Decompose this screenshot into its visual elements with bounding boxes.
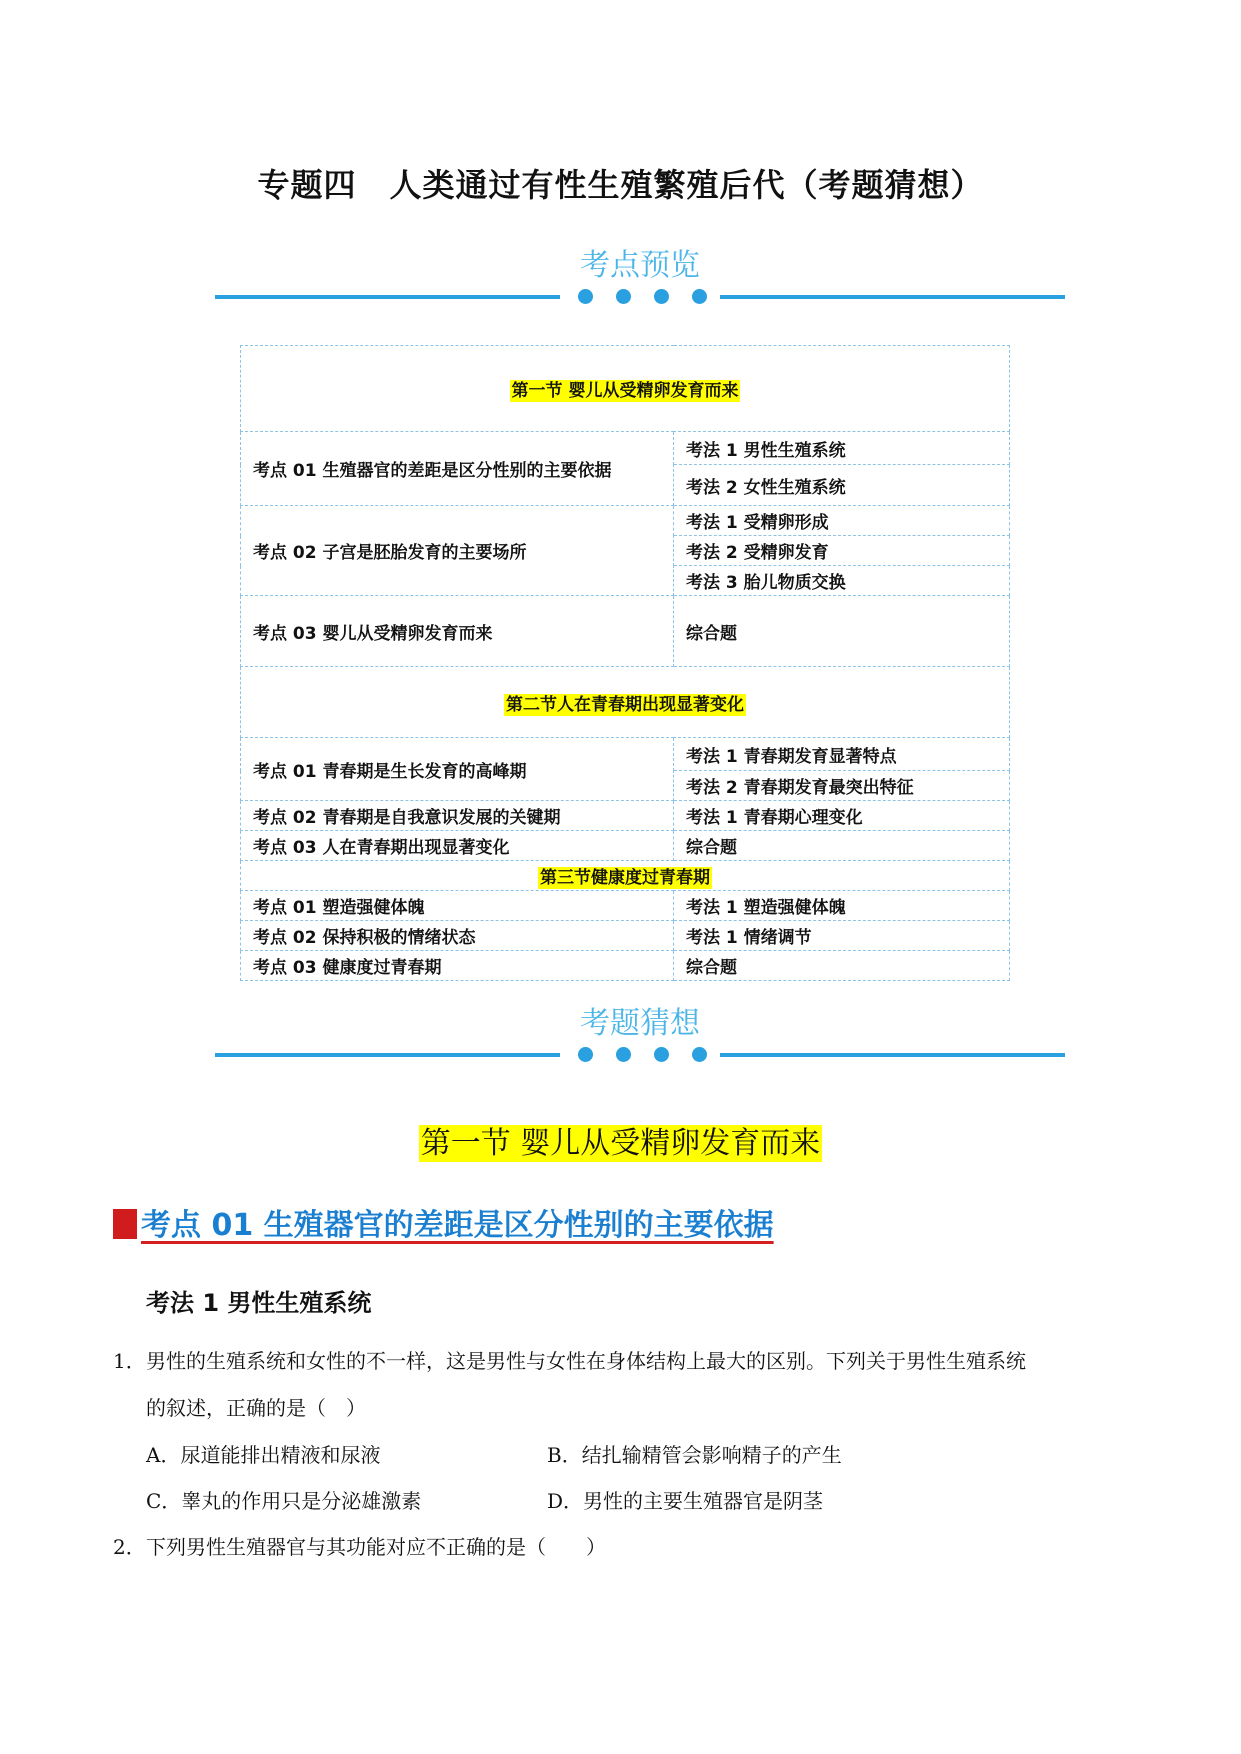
- table-row: [241, 506, 1010, 536]
- question-1-option-a: A．尿道能排出精液和尿液: [146, 1443, 381, 1467]
- overview-table: [240, 345, 1010, 981]
- section-2-heading: 第二节人在青春期出现显著变化: [506, 694, 744, 715]
- kaodian-cell: 考点 01 塑造强健体魄: [241, 891, 674, 921]
- banner-dot: [616, 289, 631, 304]
- banner-dot: [692, 1047, 707, 1062]
- kaofa-cell: 考法 3 胎儿物质交换: [674, 566, 1010, 596]
- kaofa-cell: 综合题: [674, 951, 1010, 981]
- kaofa-cell: 考法 1 受精卵形成: [674, 506, 1010, 536]
- kaofa-cell: 综合题: [674, 596, 1010, 667]
- section-2-cell: [241, 667, 1010, 738]
- banner-dot: [578, 1047, 593, 1062]
- section-1-cell: [241, 346, 1010, 432]
- table-row: [241, 346, 1010, 432]
- kaofa-cell: 考法 1 塑造强健体魄: [674, 891, 1010, 921]
- kaodian-heading: [113, 1200, 774, 1244]
- section-3-heading: 第三节健康度过青春期: [540, 868, 710, 888]
- red-marker-icon: [113, 1209, 137, 1239]
- section-1-heading: 第一节 婴儿从受精卵发育而来: [511, 381, 739, 401]
- table-row: [241, 738, 1010, 771]
- table-row: [241, 831, 1010, 861]
- table-row: [241, 951, 1010, 981]
- kaodian-cell: 考点 02 子宫是胚胎发育的主要场所: [241, 506, 674, 596]
- kaofa-cell: 综合题: [674, 831, 1010, 861]
- kaofa-heading: 考法 1 男性生殖系统: [146, 1289, 372, 1317]
- kaodian-cell: 考点 03 婴儿从受精卵发育而来: [241, 596, 674, 667]
- question-1-option-b: B．结扎输精管会影响精子的产生: [547, 1443, 842, 1467]
- guess-banner: [215, 998, 1065, 1098]
- section-heading-text: 第一节 婴儿从受精卵发育而来: [420, 1126, 821, 1161]
- question-1-option-d: D．男性的主要生殖器官是阴茎: [547, 1489, 824, 1513]
- kaodian-cell: 考点 02 青春期是自我意识发展的关键期: [241, 801, 674, 831]
- table-row: [241, 861, 1010, 891]
- banner-dot: [616, 1047, 631, 1062]
- banner-line-right: [720, 295, 1065, 299]
- question-1-stem: 男性的生殖系统和女性的不一样，这是男性与女性在身体结构上最大的区别。下列关于男性生殖系统: [146, 1349, 1026, 1373]
- preview-banner-title: 考点预览: [580, 248, 700, 283]
- kaodian-cell: 考点 01 青春期是生长发育的高峰期: [241, 738, 674, 801]
- table-row: [241, 921, 1010, 951]
- kaodian-cell: 考点 03 健康度过青春期: [241, 951, 674, 981]
- banner-dots: [578, 1047, 708, 1063]
- table-row: [241, 891, 1010, 921]
- question-2-number: 2．: [113, 1535, 146, 1559]
- preview-banner: [215, 240, 1065, 340]
- banner-line-right: [720, 1053, 1065, 1057]
- question-1-option-c: C．睾丸的作用只是分泌雄激素: [146, 1489, 422, 1513]
- section-3-cell: [241, 861, 1010, 891]
- kaodian-cell: 考点 03 人在青春期出现显著变化: [241, 831, 674, 861]
- banner-dot: [654, 1047, 669, 1062]
- banner-line-left: [215, 1053, 560, 1057]
- kaofa-cell: 考法 2 女性生殖系统: [674, 465, 1010, 506]
- question-2-stem: 下列男性生殖器官与其功能对应不正确的是（ ）: [146, 1535, 606, 1559]
- kaofa-cell: 考法 1 情绪调节: [674, 921, 1010, 951]
- kaofa-cell: 考法 1 青春期发育显著特点: [674, 738, 1010, 771]
- guess-banner-title: 考题猜想: [580, 1006, 700, 1041]
- banner-dot: [578, 289, 593, 304]
- table-row: [241, 432, 1010, 465]
- table-row: [241, 667, 1010, 738]
- kaofa-cell: 考法 2 受精卵发育: [674, 536, 1010, 566]
- kaofa-cell: 考法 1 青春期心理变化: [674, 801, 1010, 831]
- banner-line-left: [215, 295, 560, 299]
- question-1-stem-cont: 的叙述，正确的是（ ）: [146, 1396, 366, 1420]
- kaodian-cell: 考点 02 保持积极的情绪状态: [241, 921, 674, 951]
- banner-dots: [578, 289, 708, 305]
- table-row: [241, 801, 1010, 831]
- kaodian-heading-text: 考点 01 生殖器官的差距是区分性别的主要依据: [141, 1208, 774, 1243]
- section-heading: [0, 1118, 1241, 1162]
- kaofa-cell: 考法 2 青春期发育最突出特征: [674, 771, 1010, 801]
- kaofa-cell: 考法 1 男性生殖系统: [674, 432, 1010, 465]
- kaodian-cell: 考点 01 生殖器官的差距是区分性别的主要依据: [241, 432, 674, 506]
- document-title: 专题四 人类通过有性生殖繁殖后代（考题猜想）: [257, 166, 984, 204]
- banner-dot: [654, 289, 669, 304]
- table-row: [241, 596, 1010, 667]
- banner-dot: [692, 289, 707, 304]
- question-1-number: 1．: [113, 1349, 146, 1373]
